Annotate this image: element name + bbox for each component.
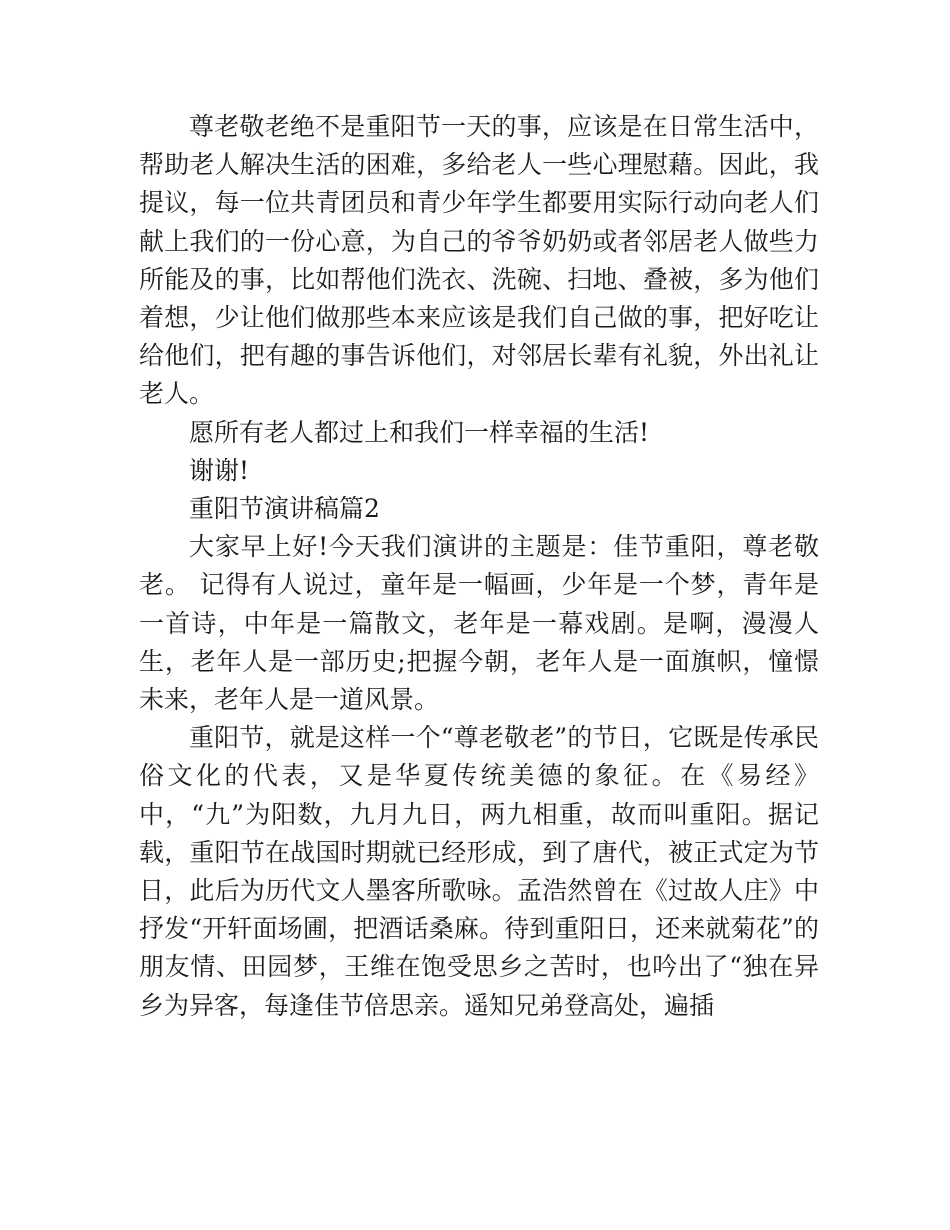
paragraph-greeting: 大家早上好!今天我们演讲的主题是：佳节重阳，尊老敬老。 记得有人说过，童年是一幅画，少年是一个梦，青年是一首诗，中年是一篇散文，老年是一幕戏剧。是啊，漫漫人生，老年人是一部历史;把握今朝，老年人是一面旗帜，憧憬未来，老年人是一道风景。 <box>139 532 819 715</box>
paragraph-thanks: 谢谢! <box>189 455 250 485</box>
document-body <box>139 108 819 1025</box>
paragraph-wish: 愿所有老人都过上和我们一样幸福的生活! <box>189 417 650 447</box>
paragraph-respect-elders: 尊老敬老绝不是重阳节一天的事，应该是在日常生活中，帮助老人解决生活的困难，多给老人一些心理慰藉。因此，我提议，每一位共青团员和青少年学生都要用实际行动向老人们献上我们的一份心意，为自己的爷爷奶奶或者邻居老人做些力所能及的事，比如帮他们洗衣、洗碗、扫地、叠被，多为他们着想，少让他们做那些本来应该是我们自己做的事，把好吃让给他们，把有趣的事告诉他们，对邻居长辈有礼貌，外出礼让老人。 <box>139 112 819 409</box>
section-heading-speech-2: 重阳节演讲稿篇2 <box>189 494 380 524</box>
paragraph-chongyang-history: 重阳节，就是这样一个“尊老敬老”的节日，它既是传承民俗文化的代表，又是华夏传统美德的象征。在《易经》中，“九”为阳数，九月九日，两九相重，故而叫重阳。据记载，重阳节在战国时期就已经形成，到了唐代，被正式定为节日，此后为历代文人墨客所歌咏。孟浩然曾在《过故人庄》中抒发“开轩面场圃，把酒话桑麻。待到重阳日，还来就菊花”的朋友情、田园梦，王维在饱受思乡之苦时，也吟出了“独在异乡为异客，每逢佳节倍思亲。遥知兄弟登高处，遍插 <box>139 723 819 1020</box>
